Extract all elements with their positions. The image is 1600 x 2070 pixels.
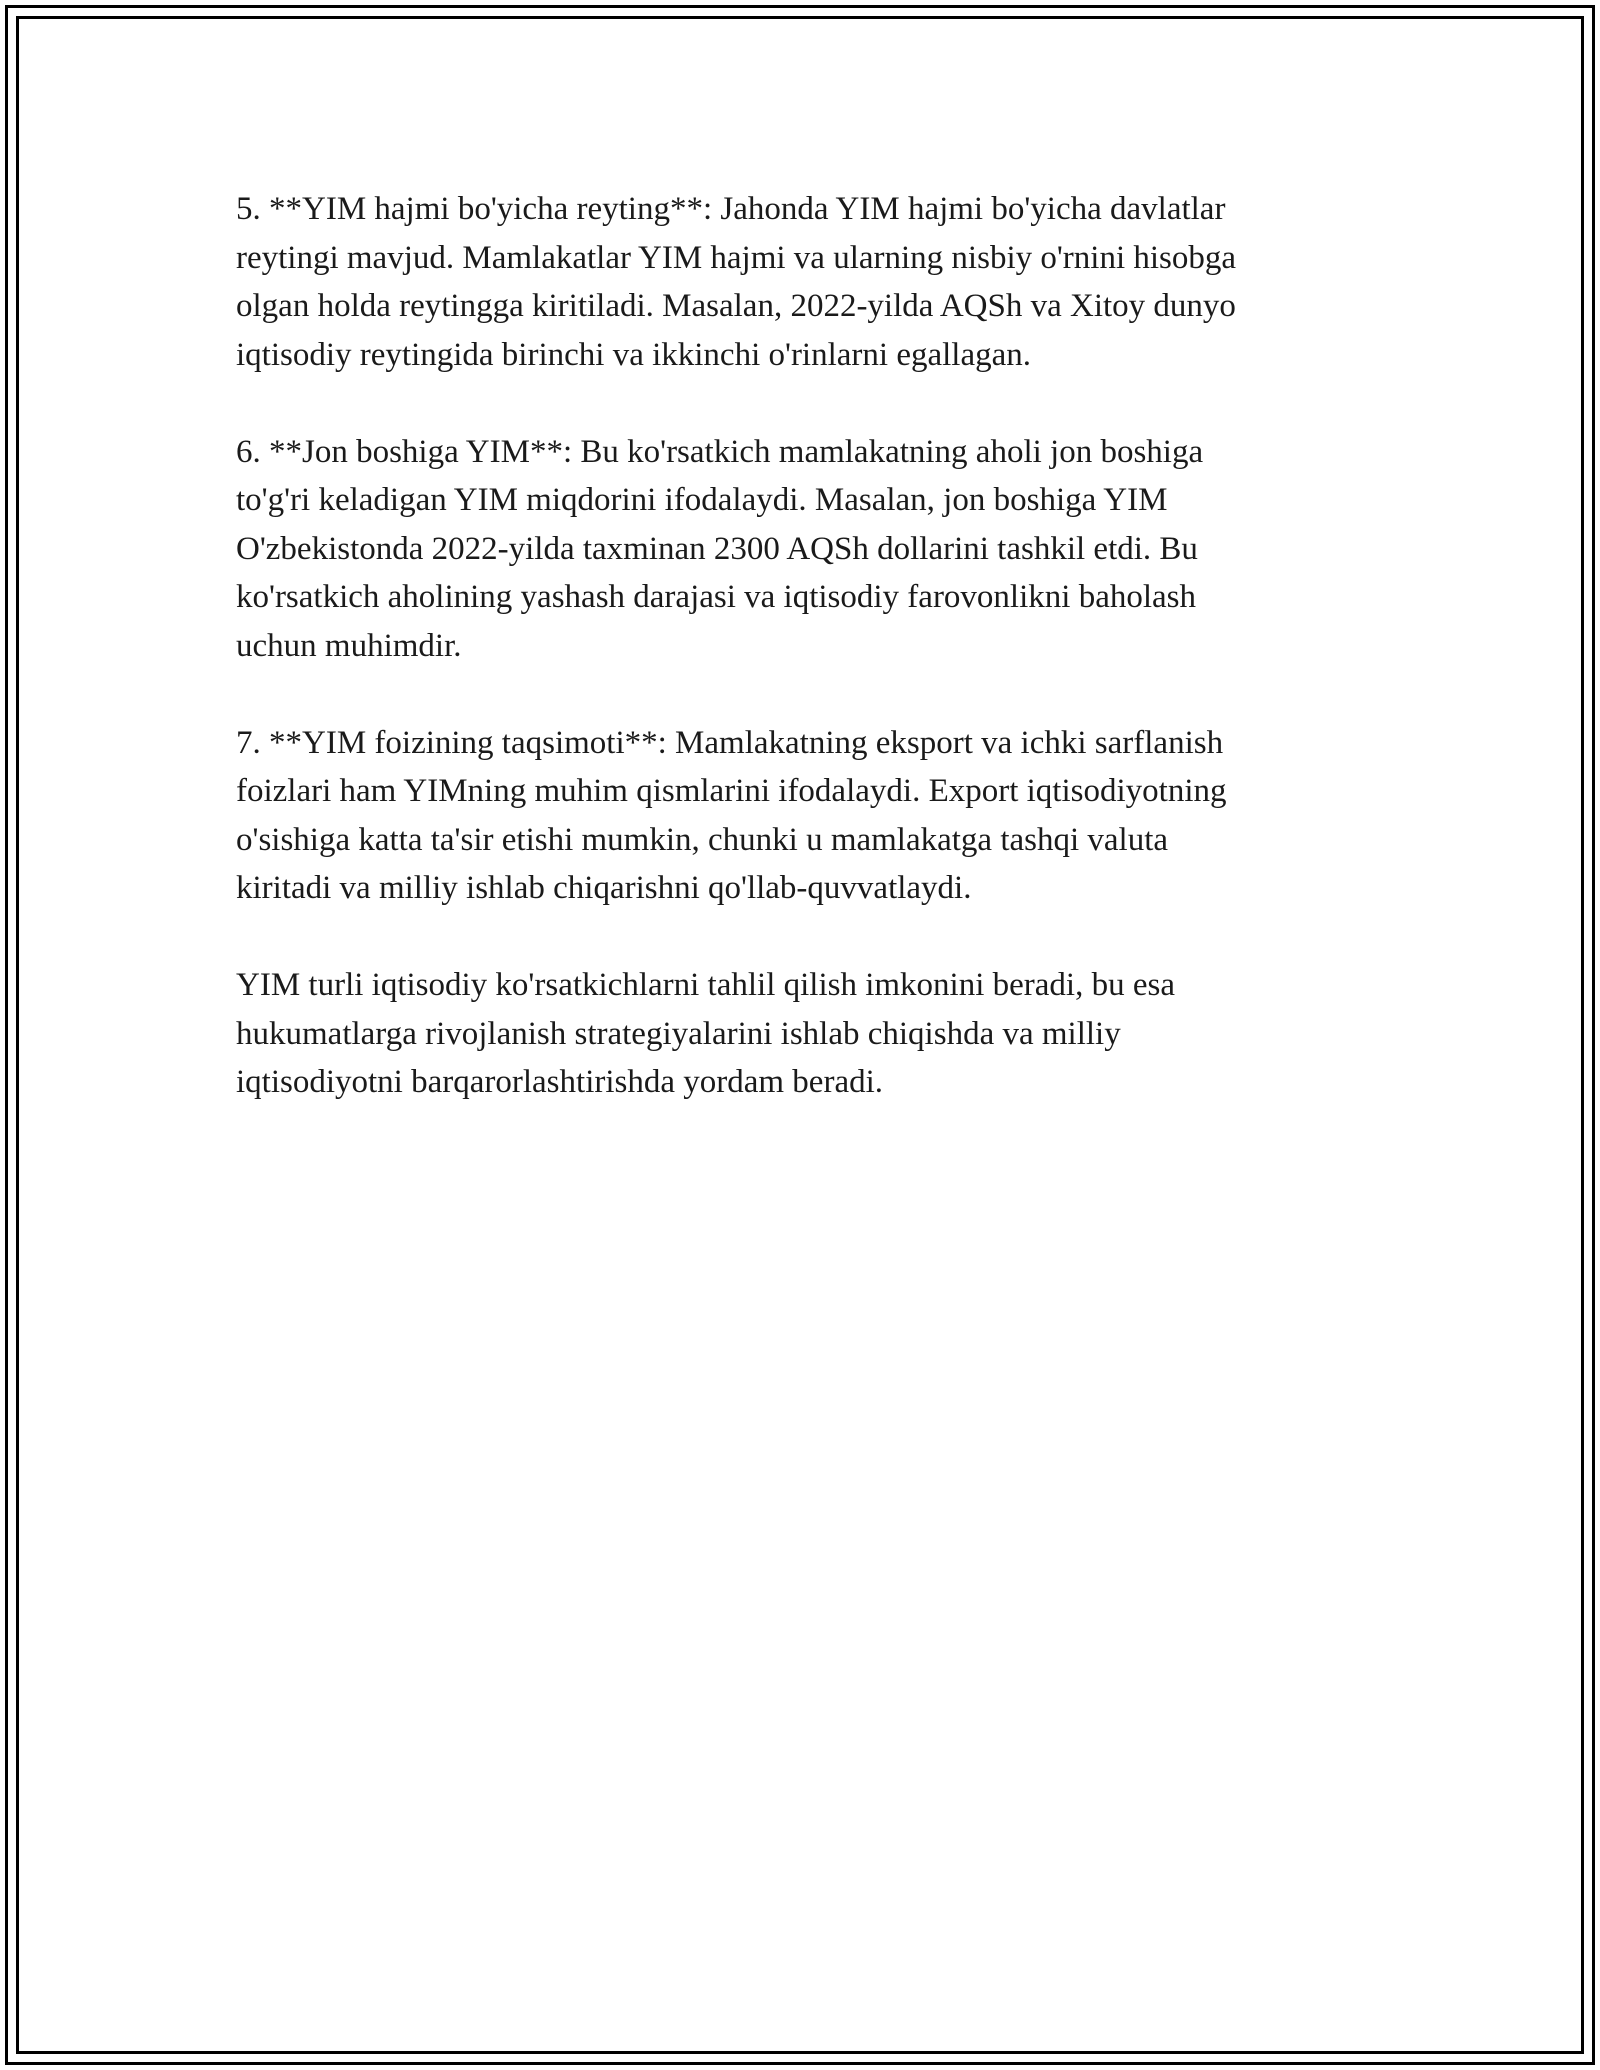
paragraph-gdp-distribution xyxy=(236,719,1386,913)
paragraph-line: iqtisodiyotni barqarorlashtirishda yordam beradi. xyxy=(236,1064,884,1100)
document-body xyxy=(236,185,1386,1155)
paragraph-line: hukumatlarga rivojlanish strategiyalarini ishlab chiqishda va milliy xyxy=(236,1015,1121,1052)
paragraph-line: 5. **YIM hajmi bo'yicha reyting**: Jahonda YIM hajmi bo'yicha davlatlar xyxy=(236,191,1226,227)
paragraph-line: O'zbekistonda 2022-yilda taxminan 2300 AQSh dollarini tashkil etdi. Bu xyxy=(236,530,1198,567)
paragraph-conclusion xyxy=(236,961,1386,1107)
paragraph-line: to'g'ri keladigan YIM miqdorini ifodalaydi. Masalan, jon boshiga YIM xyxy=(236,482,1168,518)
paragraph-line: uchun muhimdir. xyxy=(236,627,462,664)
paragraph-line: iqtisodiy reytingida birinchi va ikkinchi o'rinlarni egallagan. xyxy=(236,336,1031,373)
paragraph-gdp-per-capita xyxy=(236,428,1386,671)
paragraph-line: olgan holda reytingga kiritiladi. Masalan, 2022-yilda AQSh va Xitoy dunyo xyxy=(236,288,1236,324)
paragraph-gdp-ranking xyxy=(236,185,1386,379)
paragraph-line: o'sishiga katta ta'sir etishi mumkin, chunki u mamlakatga tashqi valuta xyxy=(236,821,1169,858)
paragraph-line: 7. **YIM foizining taqsimoti**: Mamlakatning eksport va ichki sarflanish xyxy=(236,724,1224,761)
paragraph-line: reytingi mavjud. Mamlakatlar YIM hajmi va ularning nisbiy o'rnini hisobga xyxy=(236,239,1237,276)
paragraph-line: 6. **Jon boshiga YIM**: Bu ko'rsatkich mamlakatning aholi jon boshiga xyxy=(236,433,1204,470)
paragraph-line: foizlari ham YIMning muhim qismlarini ifodalaydi. Export iqtisodiyotning xyxy=(236,773,1227,809)
paragraph-line: YIM turli iqtisodiy ko'rsatkichlarni tahlil qilish imkonini beradi, bu esa xyxy=(236,967,1175,1003)
paragraph-line: ko'rsatkich aholining yashash darajasi va iqtisodiy farovonlikni baholash xyxy=(236,579,1196,615)
paragraph-line: kiritadi va milliy ishlab chiqarishni qo'llab-quvvatlaydi. xyxy=(236,870,972,906)
